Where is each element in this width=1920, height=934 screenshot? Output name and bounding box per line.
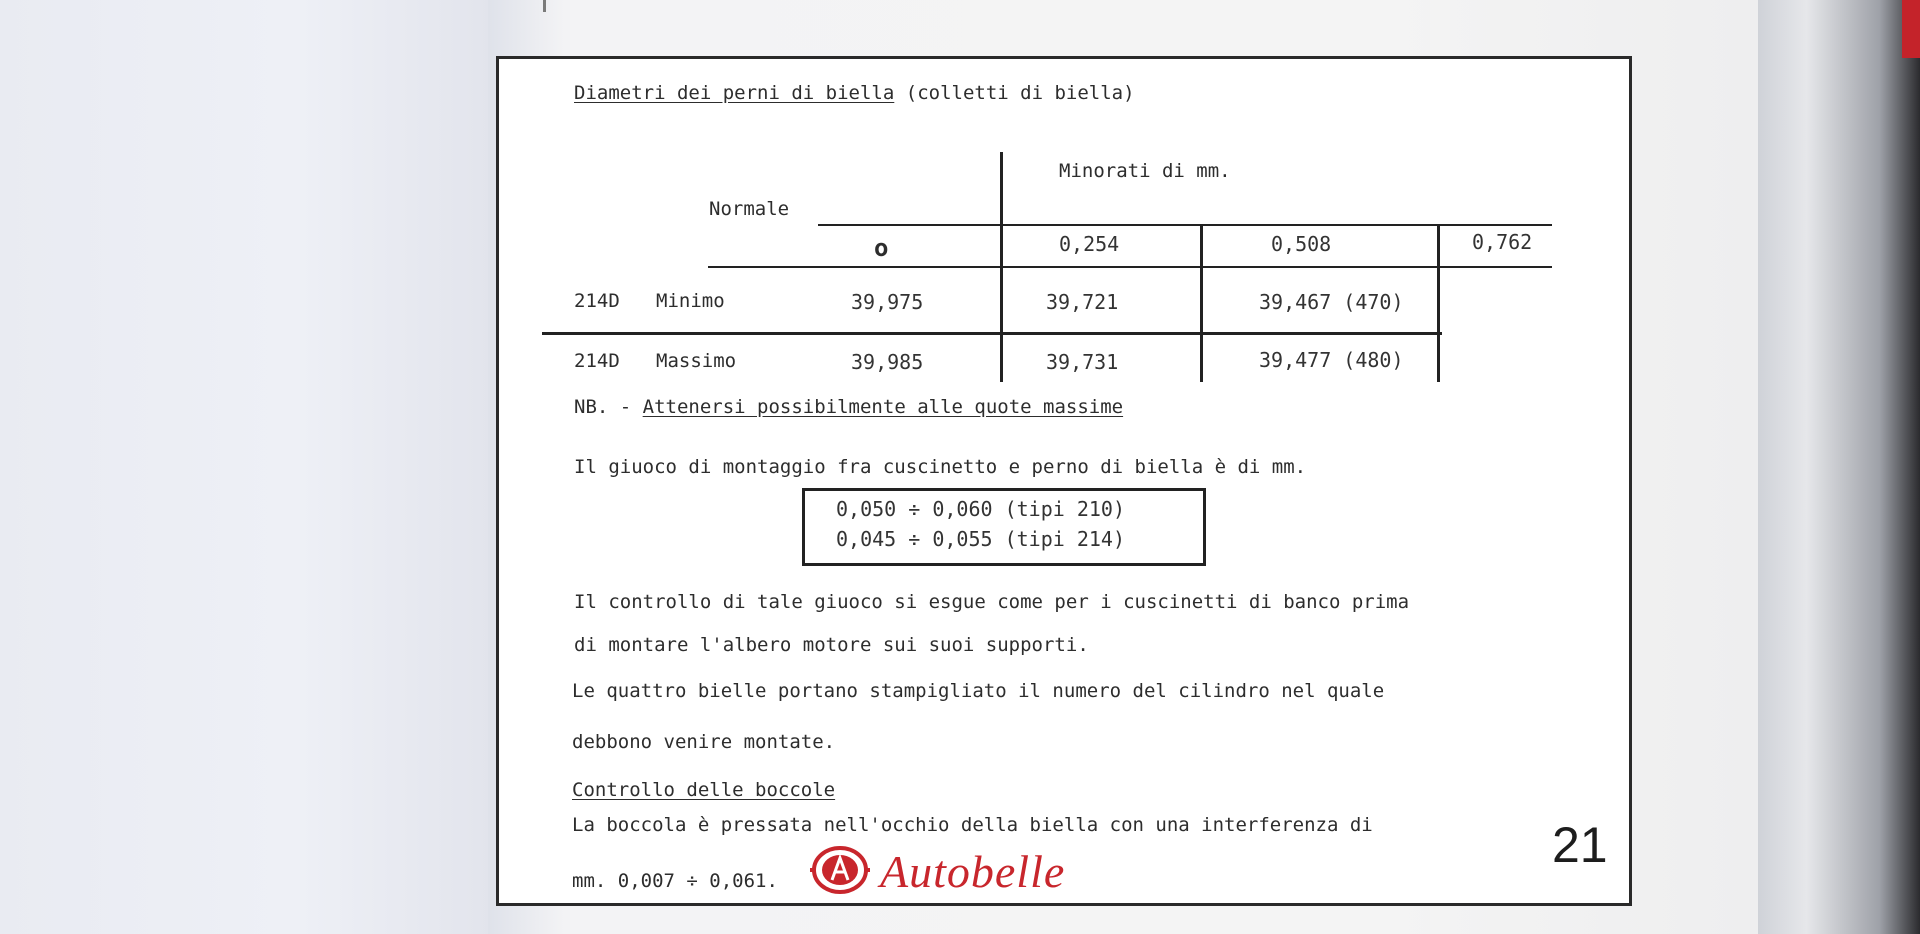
- nb-text: Attenersi possibilmente alle quote massime: [642, 396, 1124, 418]
- table-line: [1437, 224, 1440, 382]
- paragraph-line: Il controllo di tale giuoco si esgue come per i cuscinetti di banco prima: [574, 591, 1410, 613]
- paragraph-line: Le quattro bielle portano stampigliato il numero del cilindro nel quale: [572, 680, 1385, 702]
- table-line: [1002, 224, 1552, 226]
- row-value: 39,721: [1046, 290, 1119, 314]
- spine-mark: [543, 0, 546, 12]
- autobelle-logo: [808, 840, 1065, 902]
- table-line: [818, 224, 1002, 226]
- section-title-main: Diametri dei perni di biella: [574, 82, 895, 104]
- row-value: 39,467 (470): [1259, 290, 1404, 314]
- autobelle-logo-icon: [808, 840, 872, 902]
- table-line: [1000, 152, 1003, 382]
- header-minorati: Minorati di mm.: [1059, 160, 1231, 182]
- table-line: [708, 266, 1552, 268]
- clearance-line: 0,050 ÷ 0,060 (tipi 210): [836, 497, 1125, 521]
- table-line: [542, 332, 1442, 335]
- red-cover-strip: [1902, 0, 1920, 58]
- row-code: 214D: [574, 290, 620, 312]
- row-code: 214D: [574, 350, 620, 372]
- page-number: 21: [1552, 817, 1608, 873]
- clearance-line: 0,045 ÷ 0,055 (tipi 214): [836, 527, 1125, 551]
- section-heading: Controllo delle boccole: [572, 779, 836, 801]
- section-title: [574, 82, 1135, 104]
- col-normal-symbol: o: [874, 234, 889, 262]
- autobelle-logo-text: Autobelle: [880, 845, 1066, 897]
- col-header: 0,508: [1271, 232, 1332, 256]
- row-label: Minimo: [656, 290, 725, 312]
- paragraph-line: debbono venire montate.: [572, 731, 836, 753]
- col-header: 0,254: [1059, 232, 1120, 256]
- nb-prefix: NB. -: [574, 396, 632, 418]
- nb-note: [574, 396, 1123, 418]
- next-page-edge: [1758, 0, 1920, 934]
- paragraph-line: di montare l'albero motore sui suoi supporti.: [574, 634, 1089, 656]
- giuoco-text: Il giuoco di montaggio fra cuscinetto e perno di biella è di mm.: [574, 456, 1307, 478]
- header-normale: Normale: [709, 198, 790, 220]
- row-normal-value: 39,985: [851, 350, 924, 374]
- table-line: [1200, 224, 1203, 382]
- row-value: 39,731: [1046, 350, 1119, 374]
- row-value: 39,477 (480): [1259, 348, 1404, 372]
- row-label: Massimo: [656, 350, 737, 372]
- paragraph-line: La boccola è pressata nell'occhio della biella con una interferenza di: [572, 814, 1373, 836]
- section-title-rest: (colletti di biella): [905, 82, 1135, 104]
- left-page: [0, 0, 495, 934]
- col-header: 0,762: [1472, 230, 1533, 254]
- paragraph-line: mm. 0,007 ÷ 0,061.: [572, 870, 778, 892]
- row-normal-value: 39,975: [851, 290, 924, 314]
